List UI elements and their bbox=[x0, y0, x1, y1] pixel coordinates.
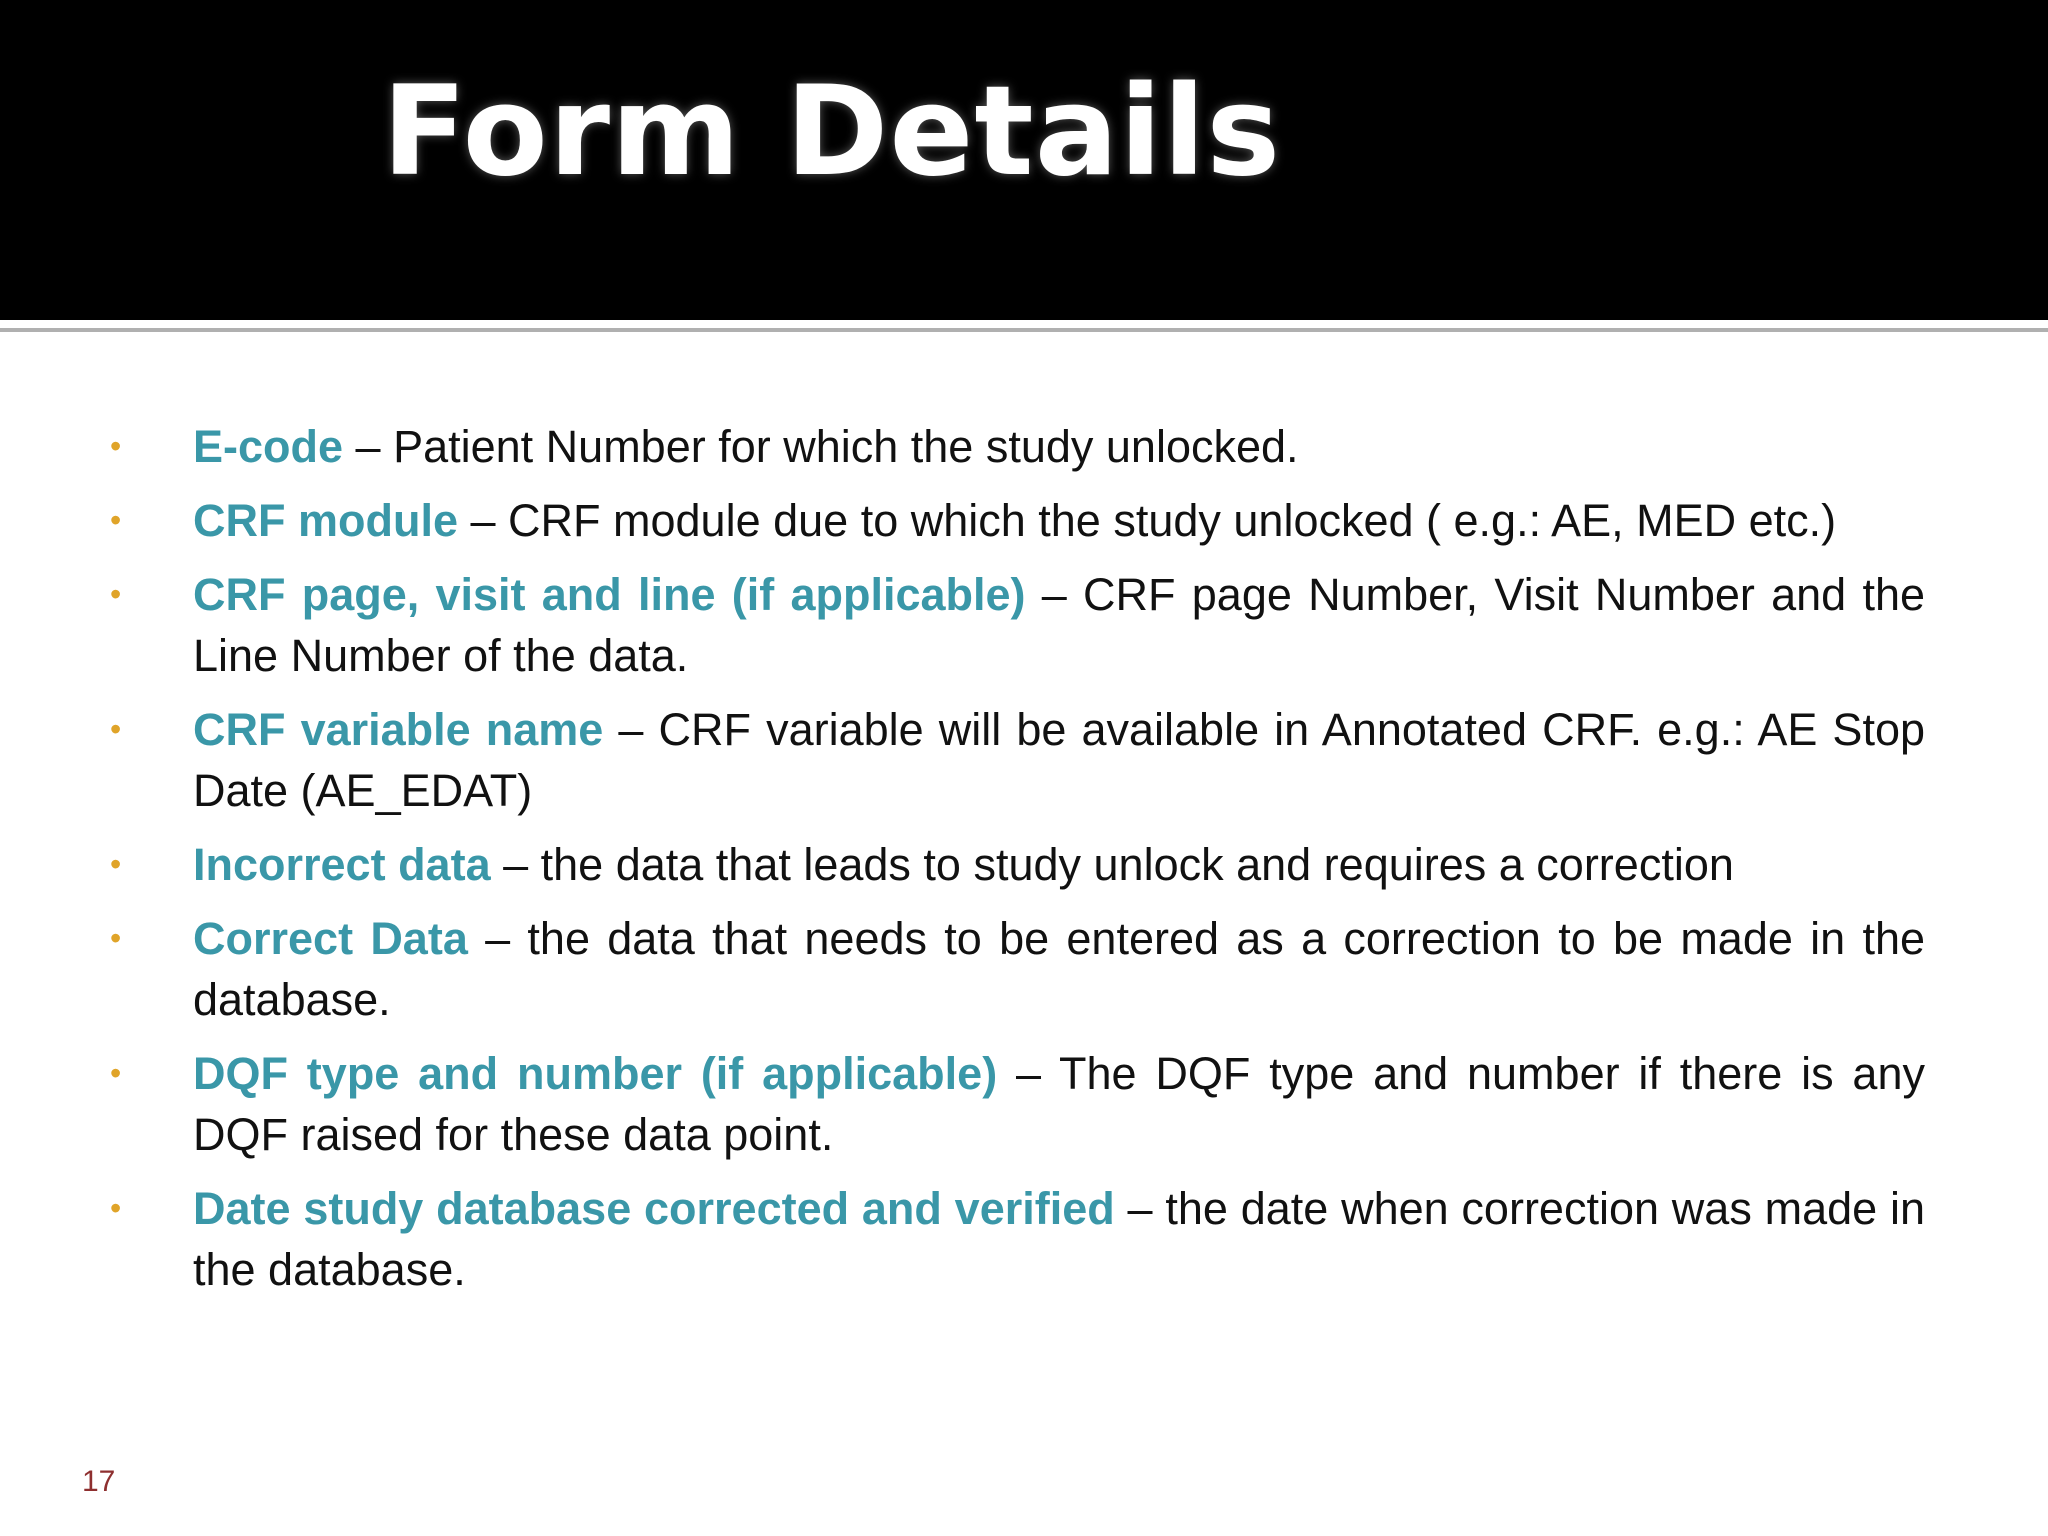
slide-page-number: 17 bbox=[82, 1465, 116, 1498]
bullet-icon: • bbox=[110, 502, 122, 538]
slide-title: Form Details bbox=[382, 60, 1282, 204]
bullet-description: – the data that needs to be entered as a correction to be made in the database. bbox=[193, 913, 1926, 1025]
bullet-description: – CRF page Number, Visit Number and the Line Number of the data. bbox=[193, 569, 1926, 681]
bullet-description: – the date when correction was made in the database. bbox=[193, 1183, 1925, 1295]
bullet-description: – Patient Number for which the study unlocked. bbox=[343, 421, 1299, 472]
bullet-item-incorrect-data bbox=[110, 834, 1925, 895]
bullet-item-correct-data bbox=[110, 908, 1925, 1030]
bullet-term: CRF variable name bbox=[193, 704, 604, 755]
field-definition-list bbox=[110, 416, 1925, 1313]
bullet-icon: • bbox=[110, 576, 122, 612]
bullet-item-crf-variable-name bbox=[110, 699, 1925, 821]
bullet-icon: • bbox=[110, 711, 122, 747]
bullet-term: CRF module bbox=[193, 495, 458, 546]
bullet-icon: • bbox=[110, 1055, 122, 1091]
bullet-item-e-code bbox=[110, 416, 1925, 477]
bullet-description: – CRF variable will be available in Annotated CRF. e.g.: AE Stop Date (AE_EDAT) bbox=[193, 704, 1926, 816]
bullet-icon: • bbox=[110, 1190, 122, 1226]
bullet-item-crf-module bbox=[110, 490, 1925, 551]
title-divider bbox=[0, 328, 2048, 332]
bullet-description: – the data that leads to study unlock and requires a correction bbox=[490, 839, 1734, 890]
bullet-term: CRF page, visit and line (if applicable) bbox=[193, 569, 1026, 620]
bullet-term: Correct Data bbox=[193, 913, 468, 964]
bullet-description: – The DQF type and number if there is any DQF raised for these data point. bbox=[193, 1048, 1925, 1160]
bullet-icon: • bbox=[110, 846, 122, 882]
bullet-icon: • bbox=[110, 428, 122, 464]
bullet-term: Date study database corrected and verified bbox=[193, 1183, 1115, 1234]
bullet-term: E-code bbox=[193, 421, 344, 472]
bullet-icon: • bbox=[110, 920, 122, 956]
bullet-term: DQF type and number (if applicable) bbox=[193, 1048, 998, 1099]
bullet-term: Incorrect data bbox=[193, 839, 491, 890]
bullet-item-crf-page-visit-line bbox=[110, 564, 1925, 686]
bullet-item-date-corrected-verified bbox=[110, 1178, 1925, 1300]
bullet-item-dqf-type-number bbox=[110, 1043, 1925, 1165]
bullet-description: – CRF module due to which the study unlocked ( e.g.: AE, MED etc.) bbox=[458, 495, 1837, 546]
